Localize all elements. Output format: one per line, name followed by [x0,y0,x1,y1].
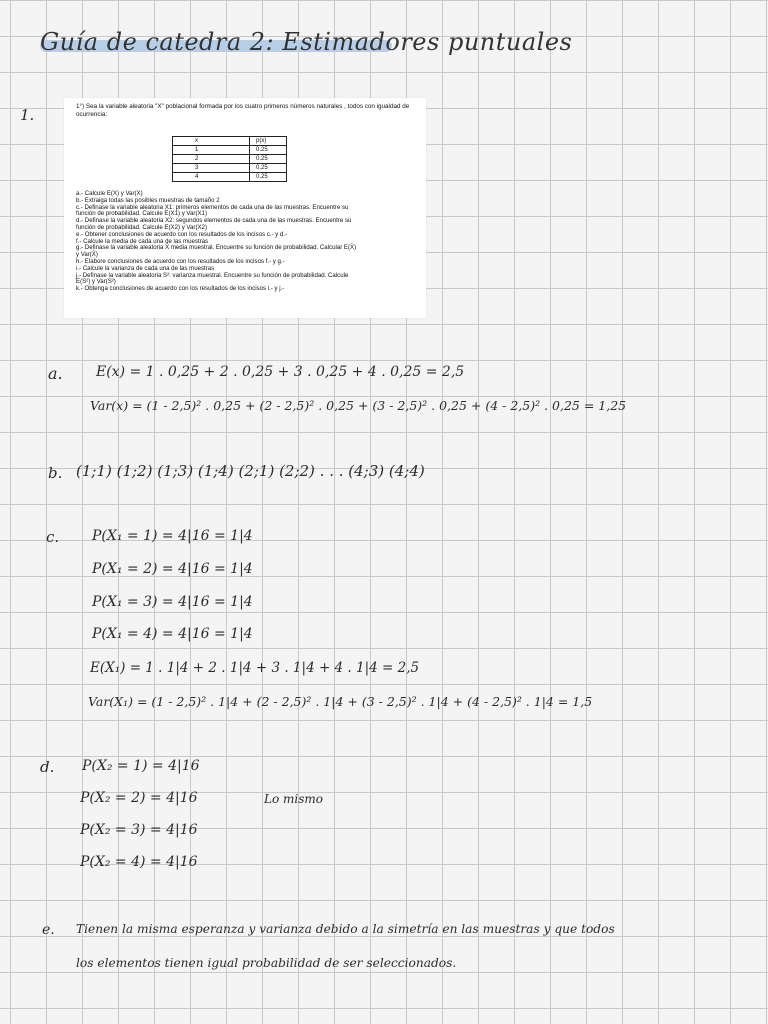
table-cell: 0.25 [250,164,287,173]
table-row [173,164,287,173]
d-prob-4: P(X₂ = 4) = 4|16 [80,854,198,870]
e-conclusion-2: los elementos tienen igual probabilidad de ser seleccionados. [76,956,457,970]
exercise-item: función de probabilidad. Calcule E(X1) y Var(X1) [76,210,207,218]
label-b: b. [48,464,63,482]
label-a: a. [48,364,63,383]
exercise-item: k.- Obtenga conclusiones de acuerdo con los resultados de los incisos i.- y j.- [76,285,285,293]
table-row [173,155,287,164]
table-header-px: p(x) [250,137,287,146]
table-cell: 1 [173,146,250,155]
table-header-x: x [173,137,250,146]
c-prob-2: P(X₁ = 2) = 4|16 = 1|4 [92,561,253,577]
exercise-item: E(S²) y Var(S²) [76,278,116,286]
d-note: Lo mismo [264,792,323,806]
exercise-item: d.- Definase la variable aleatoria X2: segundos elementos de cada una de las muestras. Encuentre su [76,217,352,225]
table-cell: 4 [173,173,250,182]
exercise-item: h.- Elabore conclusiones de acuerdo con los resultados de los incisos f.- y g.- [76,257,285,265]
exercise-item: f.- Calcule la media de cada una de las muestras [76,237,209,245]
d-prob-2: P(X₂ = 2) = 4|16 [80,790,198,806]
exercise-item: y Var(X̄) [76,251,98,259]
page-title: Guía de catedra 2: Estimadores puntuales [40,28,573,56]
exercise-item: g.- Definase la variable aleatoria X̄ media muestral. Encuentre su función de probabilidad. Calcular E(X̄) [76,244,357,252]
table-cell: 0.25 [250,173,287,182]
title-block [40,28,572,56]
table-row [173,173,287,182]
exercise-item: b.- Extraiga todas las posibles muestras de tamaño 2 [76,196,220,204]
c-expectation: E(X₁) = 1 . 1|4 + 2 . 1|4 + 3 . 1|4 + 4 . 1|4 = 2,5 [90,660,420,676]
a-expectation: E(x) = 1 . 0,25 + 2 . 0,25 + 3 . 0,25 + 4 . 0,25 = 2,5 [96,364,465,380]
exercise-item: j.- Definase la variable aleatoria S²: varianza muestral. Encuentre su función de probabilidad. Calcule [76,271,349,279]
exercise-item: c.- Definase la variable aleatoria X1: primeros elementos de cada una de las muestras. Encuentre su [76,203,349,211]
c-prob-1: P(X₁ = 1) = 4|16 = 1|4 [92,528,253,544]
a-variance: Var(x) = (1 - 2,5)² . 0,25 + (2 - 2,5)² . 0,25 + (3 - 2,5)² . 0,25 + (4 - 2,5)² . 0,25 = 1,25 [90,398,627,413]
exercise-intro: 1°) Sea la variable aleatoria "X" poblacional formada por los cuatro primeros números naturales , todos con igualdad de ocurrencia: [76,103,410,118]
d-prob-1: P(X₂ = 1) = 4|16 [82,758,200,774]
table-cell: 0.25 [250,155,287,164]
problem-number: 1. [20,106,35,124]
table-cell: 3 [173,164,250,173]
exercise-item: función de probabilidad. Calcule E(X2) y Var(X2) [76,223,207,231]
label-c: c. [46,528,60,546]
c-prob-4: P(X₁ = 4) = 4|16 = 1|4 [92,626,253,642]
table-header-row [173,137,287,146]
exercise-items [76,191,418,293]
exercise-item: i.- Calcule la varianza de cada una de las muestras [76,264,215,272]
label-d: d. [40,758,55,776]
table-cell: 2 [173,155,250,164]
e-conclusion-1: Tienen la misma esperanza y varianza debido a la simetría en las muestras y que todos [76,922,615,936]
table-cell: 0.25 [250,146,287,155]
d-prob-3: P(X₂ = 3) = 4|16 [80,822,198,838]
probability-table [172,136,287,182]
exercise-card [64,98,426,318]
b-samples: (1;1) (1;2) (1;3) (1;4) (2;1) (2;2) . . . (4;3) (4;4) [76,462,425,480]
c-variance: Var(X₁) = (1 - 2,5)² . 1|4 + (2 - 2,5)² . 1|4 + (3 - 2,5)² . 1|4 + (4 - 2,5)² . 1|4 = 1,5 [88,694,593,709]
exercise-item: e.- Obtener conclusiones de acuerdo con los resultados de los incisos c.- y d.- [76,230,288,238]
exercise-item: a.- Calcule E(X) y Var(X) [76,190,143,197]
table-row [173,146,287,155]
label-e: e. [42,922,55,938]
c-prob-3: P(X₁ = 3) = 4|16 = 1|4 [92,594,253,610]
